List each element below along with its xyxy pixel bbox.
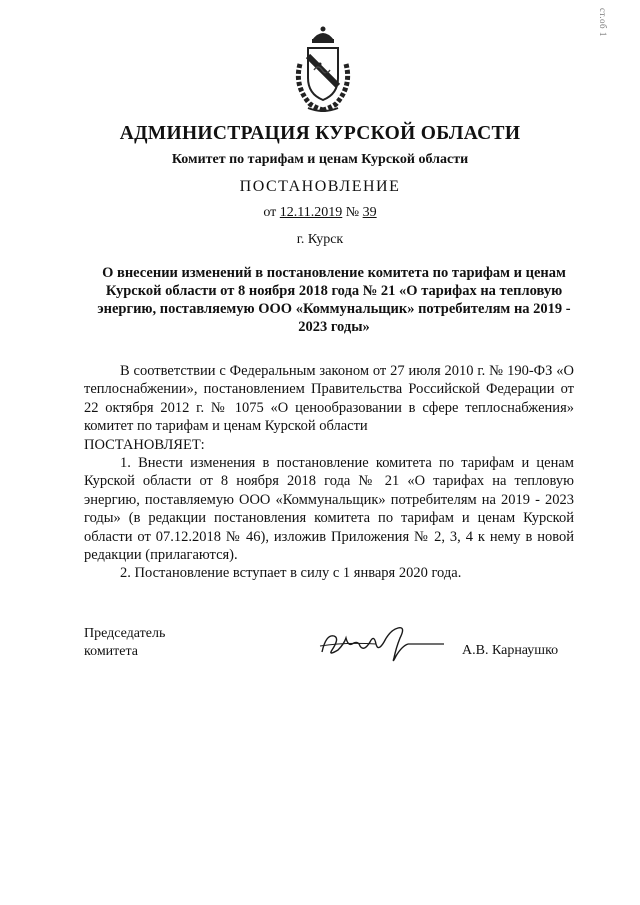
document-place: г. Курск	[296, 232, 344, 247]
document-body	[84, 362, 574, 583]
document-type: ПОСТАНОВЛЕНИЕ	[239, 178, 401, 195]
document-subject: О внесении изменений в постановление комитета по тарифам и ценам Курской области от 8 ноября 2018 года № 21 «О тарифах на тепловую энергию, поставляемую ООО «Коммунальщик» потребителям на 2019 - 2023 годы»	[97, 265, 571, 335]
document-number: 39	[362, 205, 377, 220]
organization-title: АДМИНИСТРАЦИЯ КУРСКОЙ ОБЛАСТИ	[119, 123, 521, 144]
position-line-1: Председатель	[84, 626, 166, 641]
document-date-number	[0, 205, 640, 221]
corner-mark: ст.об 1	[598, 8, 608, 37]
item-1-paragraph: 1. Внести изменения в постановление комитета по тарифам и ценам Курской области от 8 ноября 2018 года № 21 «О тарифах на тепловую энергию, поставляемую ООО «Коммунальщик» потребителям на 2019 - 2023 годы» (в редакции постановления комитета по тарифам и ценам Курской области от 07.12.2018 № 46), изложив Приложения № 2, 3, 4 к нему в новой редакции (прилагаются).	[84, 455, 574, 564]
resolves-word: ПОСТАНОВЛЯЕТ:	[84, 436, 205, 453]
committee-name: Комитет по тарифам и ценам Курской области	[171, 152, 469, 167]
document-date: 12.11.2019	[279, 205, 343, 220]
preamble-paragraph: В соответствии с Федеральным законом от 27 июля 2010 г. № 190-ФЗ «О теплоснабжении», постановлением Правительства Российской Федерации от 22 октября 2012 г. № 1075 «О ценообразовании в сфере теплоснабжения» комитет по тарифам и ценам Курской области	[84, 363, 574, 435]
signatory-name: А.В. Карнаушко	[462, 643, 559, 658]
handwritten-signature	[316, 620, 446, 665]
position-line-2: комитета	[84, 644, 139, 659]
number-prefix: №	[345, 205, 363, 220]
date-prefix: от	[263, 205, 280, 220]
coat-of-arms-emblem	[288, 24, 358, 112]
signatory-position	[84, 625, 165, 661]
item-2-paragraph: 2. Постановление вступает в силу с 1 января 2020 года.	[120, 565, 462, 582]
